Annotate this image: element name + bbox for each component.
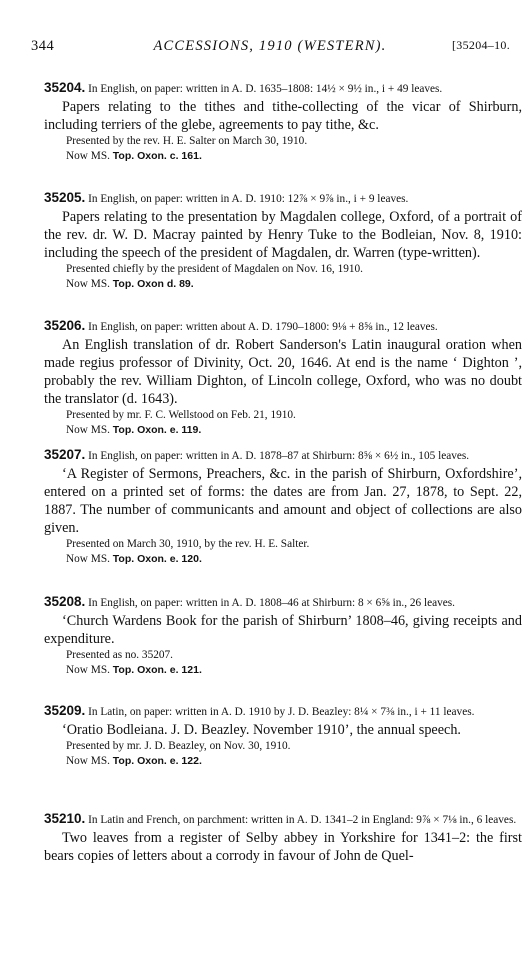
entry-number: 35208. bbox=[44, 594, 86, 609]
entry-description: Papers relating to the presentation by Magdalen college, Oxford, of a portrait of the rev. dr. W. D. Macray painted by Henry Tuke to the Bodleian, Nov. 8, 1910: including the speech of the president of Magdalen, dr. Warren (type-written). bbox=[44, 209, 522, 261]
entry-physical-description: In Latin and French, on parchment: written in A. D. 1341–2 in England: 9⅞ × 7⅛ in., 6 leaves. bbox=[88, 814, 517, 826]
catalogue-entry bbox=[44, 190, 522, 292]
entry-physical-description: In English, on paper: written in A. D. 1635–1808: 14½ × 9½ in., i + 49 leaves. bbox=[88, 83, 443, 95]
entry-shelfmark: Now MS. Top. Oxon. e. 121. bbox=[66, 664, 202, 676]
entry-heading bbox=[44, 190, 522, 207]
catalogue-entry bbox=[44, 811, 522, 865]
entry-number: 35205. bbox=[44, 190, 86, 205]
entry-heading bbox=[44, 80, 522, 97]
catalogue-entry bbox=[44, 447, 522, 567]
entry-heading bbox=[44, 447, 522, 464]
running-title: ACCESSIONS, 1910 (WESTERN). bbox=[153, 38, 387, 54]
page-number: 344 bbox=[31, 38, 55, 54]
catalogue-entry bbox=[44, 594, 522, 678]
entry-provenance: Presented chiefly by the president of Magdalen on Nov. 16, 1910. bbox=[66, 263, 363, 275]
entry-number: 35210. bbox=[44, 811, 86, 826]
catalogue-entry bbox=[44, 80, 522, 164]
entry-shelfmark: Now MS. Top. Oxon. c. 161. bbox=[66, 150, 202, 162]
entry-description: Papers relating to the tithes and tithe-collecting of the vicar of Shirburn, including terriers of the glebe, agreements to pay tithe, &c. bbox=[44, 99, 522, 133]
entry-shelfmark: Now MS. Top. Oxon d. 89. bbox=[66, 278, 194, 290]
entry-heading bbox=[44, 318, 522, 335]
entry-heading bbox=[44, 811, 522, 828]
entry-shelfmark: Now MS. Top. Oxon. e. 119. bbox=[66, 424, 202, 436]
entry-shelfmark: Now MS. Top. Oxon. e. 122. bbox=[66, 755, 202, 767]
entry-physical-description: In English, on paper: written in A. D. 1808–46 at Shirburn: 8 × 6⅝ in., 26 leaves. bbox=[88, 597, 456, 609]
entry-physical-description: In Latin, on paper: written in A. D. 1910 by J. D. Beazley: 8¼ × 7⅜ in., i + 11 leaves. bbox=[88, 706, 475, 718]
entry-physical-description: In English, on paper: written about A. D. 1790–1800: 9⅛ + 8⅝ in., 12 leaves. bbox=[88, 321, 438, 333]
entry-provenance: Presented by the rev. H. E. Salter on March 30, 1910. bbox=[66, 135, 308, 147]
catalogue-entry bbox=[44, 703, 522, 769]
entry-description: Two leaves from a register of Selby abbey in Yorkshire for 1341–2: the first bears copies of letters about a corrody in favour of John de Quel- bbox=[44, 830, 522, 864]
entry-range: [35204–10. bbox=[452, 38, 510, 52]
entry-description: ‘Church Wardens Book for the parish of Shirburn’ 1808–46, giving receipts and expenditure. bbox=[44, 613, 522, 647]
entry-heading bbox=[44, 703, 522, 720]
entry-provenance: Presented on March 30, 1910, by the rev. H. E. Salter. bbox=[66, 538, 310, 550]
entry-description: An English translation of dr. Robert Sanderson's Latin inaugural oration when made regius professor of Divinity, Oct. 20, 1646. At end is the name ‘ Dighton ’, probably the rev. William Dighton, of Lincoln college, Oxford, who was no doubt the translator (d. 1643). bbox=[44, 337, 522, 407]
catalogue-entry bbox=[44, 318, 522, 438]
entry-physical-description: In English, on paper: written in A. D. 1910: 12⅞ × 9⅞ in., i + 9 leaves. bbox=[88, 193, 409, 205]
entry-description: ‘Oratio Bodleiana. J. D. Beazley. November 1910’, the annual speech. bbox=[62, 722, 461, 738]
entry-provenance: Presented by mr. F. C. Wellstood on Feb. 21, 1910. bbox=[66, 409, 296, 421]
entry-provenance: Presented by mr. J. D. Beazley, on Nov. 30, 1910. bbox=[66, 740, 291, 752]
entry-heading bbox=[44, 594, 522, 611]
entry-number: 35207. bbox=[44, 447, 86, 462]
entry-shelfmark: Now MS. Top. Oxon. e. 120. bbox=[66, 553, 202, 565]
entry-number: 35206. bbox=[44, 318, 86, 333]
page-header bbox=[30, 38, 510, 58]
entry-number: 35209. bbox=[44, 703, 86, 718]
entry-physical-description: In English, on paper: written in A. D. 1878–87 at Shirburn: 8⅝ × 6½ in., 105 leaves. bbox=[88, 450, 470, 462]
entry-provenance: Presented as no. 35207. bbox=[66, 649, 173, 661]
entry-description: ‘A Register of Sermons, Preachers, &c. in the parish of Shirburn, Oxfordshire’, entered on a printed set of forms: the dates are from Jan. 27, 1878, to Sept. 22, 1887. The number of communicants and amount and object of collections are also given. bbox=[44, 466, 522, 536]
entry-number: 35204. bbox=[44, 80, 86, 95]
